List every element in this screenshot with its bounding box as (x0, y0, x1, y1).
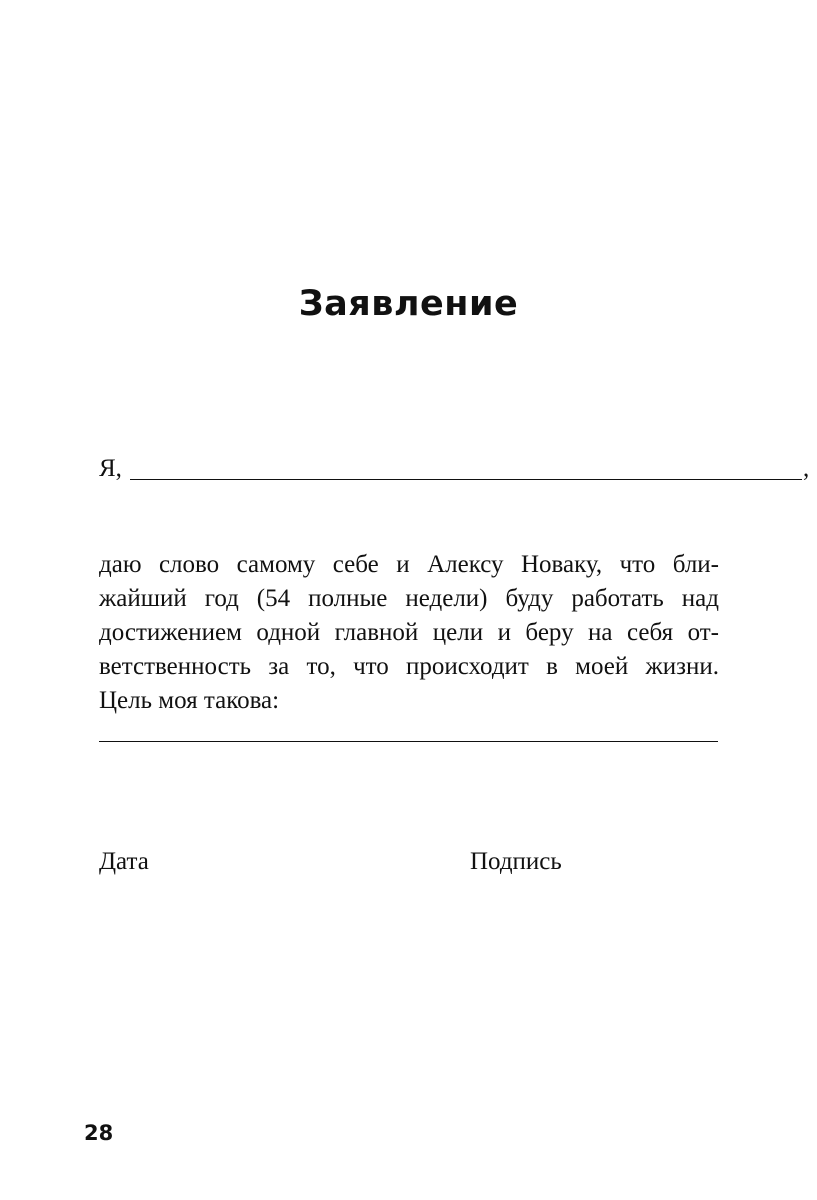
name-suffix: , (803, 455, 810, 482)
paragraph-line: достижением одной главной цели и беру на себя от- (99, 619, 719, 646)
goal-blank-line (99, 741, 718, 742)
date-label: Дата (99, 848, 149, 875)
page-number: 28 (84, 1121, 114, 1145)
pledge-paragraph (99, 548, 719, 718)
paragraph-line: жайший год (54 полные недели) буду работать над (99, 585, 719, 612)
paragraph-line: ветственность за то, что происходит в моей жизни. (99, 653, 719, 680)
signature-label: Подпись (470, 848, 562, 875)
name-blank-line (130, 479, 802, 480)
paragraph-line: Цель моя такова: (99, 687, 280, 714)
paragraph-line: даю слово самому себе и Алексу Новаку, что бли- (99, 551, 719, 578)
document-title: Заявление (298, 284, 519, 324)
name-line (99, 452, 810, 486)
name-prefix: Я, (99, 455, 122, 482)
